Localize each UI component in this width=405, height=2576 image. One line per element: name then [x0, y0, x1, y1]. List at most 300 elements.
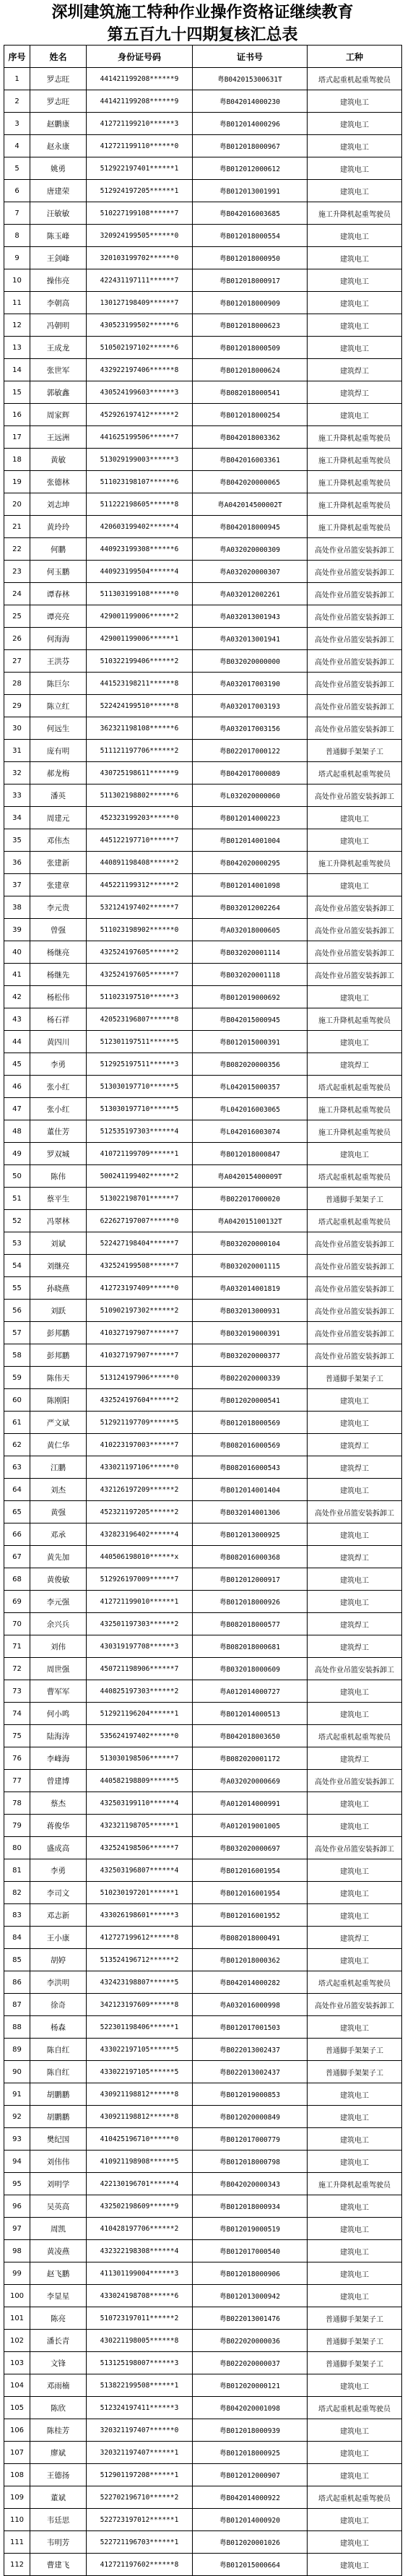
- table-row: [4, 1949, 402, 1971]
- cell-work-type: 塔式起重机起重驾驶员: [308, 2486, 402, 2509]
- cell-certificate-number: 粤B012012000917: [193, 1568, 308, 1591]
- cell-index: 69: [4, 1591, 30, 1613]
- cell-id-number: 410428197706******2: [87, 2218, 193, 2240]
- cell-certificate-number: 粤B032013000931: [193, 1300, 308, 1322]
- cell-certificate-number: 粤B012017001503: [193, 2016, 308, 2039]
- cell-name: 陈伟: [30, 1165, 87, 1188]
- cell-certificate-number: 粤B022017000020: [193, 1188, 308, 1210]
- table-row: [4, 1994, 402, 2016]
- cell-id-number: 433022197105******5: [87, 2061, 193, 2083]
- cell-certificate-number: 粤B012013000942: [193, 2285, 308, 2307]
- cell-name: 张建新: [30, 852, 87, 874]
- cell-id-number: 430725198611******9: [87, 762, 193, 785]
- cell-index: 89: [4, 2039, 30, 2061]
- cell-name: 何小鸣: [30, 1703, 87, 1725]
- cell-id-number: 320924199505******0: [87, 225, 193, 247]
- header-index: 序号: [4, 46, 30, 68]
- cell-name: 李勇: [30, 1053, 87, 1076]
- cell-work-type: 普通脚手架架子工: [308, 2307, 402, 2330]
- cell-certificate-number: 粤B012018000967: [193, 135, 308, 157]
- table-row: [4, 2128, 402, 2151]
- cell-name: 樊纪国: [30, 2128, 87, 2151]
- cell-work-type: 建筑电工: [308, 135, 402, 157]
- cell-index: 80: [4, 1837, 30, 1859]
- cell-index: 39: [4, 919, 30, 941]
- cell-index: 88: [4, 2016, 30, 2039]
- cell-index: 55: [4, 1277, 30, 1300]
- cell-index: 14: [4, 359, 30, 381]
- cell-certificate-number: 粤B082016000543: [193, 1456, 308, 1479]
- cell-id-number: 320321197407******1: [87, 2442, 193, 2464]
- cell-certificate-number: 粤B082018000541: [193, 381, 308, 404]
- cell-index: 58: [4, 1344, 30, 1367]
- table-row: [4, 1277, 402, 1300]
- cell-index: 112: [4, 2554, 30, 2576]
- cell-index: 47: [4, 1098, 30, 1120]
- cell-work-type: 施工升降机起重驾驶员: [308, 1008, 402, 1031]
- cell-id-number: 513124197906******0: [87, 1367, 193, 1389]
- cell-work-type: 普通脚手架架子工: [308, 740, 402, 762]
- cell-index: 45: [4, 1053, 30, 1076]
- cell-work-type: 建筑电工: [308, 2262, 402, 2285]
- cell-id-number: 512901197208******1: [87, 2464, 193, 2486]
- cell-certificate-number: 粤B012014001098: [193, 874, 308, 896]
- cell-certificate-number: 粤A032016000998: [193, 1994, 308, 2016]
- table-row: [4, 2285, 402, 2307]
- table-row: [4, 1546, 402, 1568]
- cell-index: 100: [4, 2285, 30, 2307]
- cell-name: 王德扬: [30, 2464, 87, 2486]
- cell-work-type: 建筑电工: [308, 986, 402, 1008]
- cell-certificate-number: 粤B082018000577: [193, 1613, 308, 1635]
- cell-work-type: 普通脚手架架子工: [308, 1367, 402, 1389]
- table-row: [4, 1591, 402, 1613]
- table-row: [4, 180, 402, 202]
- cell-index: 22: [4, 538, 30, 561]
- cell-name: 曾强: [30, 919, 87, 941]
- cell-id-number: 513822199508******1: [87, 2374, 193, 2397]
- cell-index: 101: [4, 2307, 30, 2330]
- cell-work-type: 建筑电工: [308, 292, 402, 314]
- cell-index: 103: [4, 2352, 30, 2374]
- cell-certificate-number: 粤A032017003156: [193, 717, 308, 740]
- cell-name: 胡鹏鹏: [30, 2106, 87, 2128]
- cell-certificate-number: 粤B022013002437: [193, 2061, 308, 2083]
- cell-work-type: 建筑电工: [308, 2151, 402, 2173]
- table-row: [4, 2083, 402, 2106]
- cell-certificate-number: 粤B042017000089: [193, 762, 308, 785]
- cell-certificate-number: 粤B012014000513: [193, 1703, 308, 1725]
- cell-name: 陈巨尔: [30, 673, 87, 695]
- cell-id-number: 432823196402******4: [87, 1523, 193, 1546]
- cell-id-number: 412723197409******0: [87, 1277, 193, 1300]
- cell-id-number: 432322198308******4: [87, 2240, 193, 2262]
- cell-index: 17: [4, 426, 30, 449]
- table-row: [4, 717, 402, 740]
- cell-id-number: 622627197007******0: [87, 1210, 193, 1232]
- cell-index: 99: [4, 2262, 30, 2285]
- cell-id-number: 512301197511******5: [87, 1031, 193, 1053]
- cell-work-type: 建筑电工: [308, 2442, 402, 2464]
- cell-certificate-number: 粤B012018000934: [193, 2195, 308, 2218]
- table-row: [4, 1859, 402, 1882]
- cell-id-number: 452926197412******2: [87, 404, 193, 426]
- table-row: [4, 762, 402, 785]
- cell-name: 孙晓燕: [30, 1277, 87, 1300]
- cell-index: 67: [4, 1546, 30, 1568]
- table-row: [4, 2419, 402, 2442]
- cell-id-number: 512535197303******4: [87, 1120, 193, 1143]
- cell-name: 刘杰: [30, 1479, 87, 1501]
- cell-name: 董斌: [30, 2486, 87, 2509]
- cell-id-number: 432502198609******9: [87, 2195, 193, 2218]
- cell-index: 21: [4, 516, 30, 538]
- cell-id-number: 430523199502******6: [87, 314, 193, 337]
- table-row: [4, 1792, 402, 1815]
- cell-work-type: 高处作业吊篮安装拆卸工: [308, 1658, 402, 1680]
- table-row: [4, 1635, 402, 1658]
- table-row: [4, 2442, 402, 2464]
- cell-name: 陈玉峰: [30, 225, 87, 247]
- cell-id-number: 433024198708******6: [87, 2285, 193, 2307]
- cell-name: 刘继亮: [30, 1255, 87, 1277]
- cell-name: 邓伟杰: [30, 829, 87, 852]
- cell-certificate-number: 粤B012017000779: [193, 2128, 308, 2151]
- cell-id-number: 412721199210******3: [87, 113, 193, 135]
- cell-name: 邓承: [30, 1523, 87, 1546]
- cell-name: 张德林: [30, 471, 87, 493]
- cell-certificate-number: 粤B042020001098: [193, 2397, 308, 2419]
- cell-certificate-number: 粤B012016001954: [193, 1859, 308, 1882]
- table-row: [4, 1747, 402, 1770]
- cell-name: 吴英高: [30, 2195, 87, 2218]
- cell-id-number: 513029199003******3: [87, 449, 193, 471]
- cell-id-number: 522723197012******1: [87, 2509, 193, 2531]
- cell-name: 李洪明: [30, 1971, 87, 1994]
- cell-id-number: 512921197709******5: [87, 1412, 193, 1434]
- cell-index: 3: [4, 113, 30, 135]
- cell-id-number: 511023197510******3: [87, 986, 193, 1008]
- cell-id-number: 440891198408******2: [87, 852, 193, 874]
- table-row: [4, 2486, 402, 2509]
- cell-id-number: 440582198809******5: [87, 1770, 193, 1792]
- cell-name: 陈立红: [30, 695, 87, 717]
- cell-index: 7: [4, 202, 30, 225]
- cell-index: 27: [4, 650, 30, 673]
- table-row: [4, 337, 402, 359]
- cell-id-number: 522721196703******1: [87, 2531, 193, 2554]
- cell-name: 陈亮: [30, 2307, 87, 2330]
- cell-work-type: 高处作业吊篮安装拆卸工: [308, 1322, 402, 1344]
- cell-id-number: 513524196712******2: [87, 1949, 193, 1971]
- cell-certificate-number: 粤B012018000909: [193, 292, 308, 314]
- table-row: [4, 2531, 402, 2554]
- table-row: [4, 314, 402, 337]
- header-certificate-number: 证书号: [193, 46, 308, 68]
- cell-certificate-number: 粤B012016001954: [193, 1882, 308, 1904]
- cell-id-number: 512925197511******3: [87, 1053, 193, 1076]
- table-row: [4, 68, 402, 90]
- cell-work-type: 建筑焊工: [308, 1053, 402, 1076]
- cell-index: 75: [4, 1725, 30, 1747]
- cell-id-number: 432524198506******7: [87, 1837, 193, 1859]
- cell-work-type: 建筑焊工: [308, 1613, 402, 1635]
- cell-index: 4: [4, 135, 30, 157]
- cell-work-type: 塔式起重机起重驾驶员: [308, 762, 402, 785]
- table-row: [4, 2218, 402, 2240]
- cell-name: 杨松伟: [30, 986, 87, 1008]
- cell-index: 30: [4, 717, 30, 740]
- cell-index: 46: [4, 1076, 30, 1098]
- cell-index: 9: [4, 247, 30, 269]
- cell-id-number: 440506198010******x: [87, 1546, 193, 1568]
- cell-certificate-number: 粤B012020000541: [193, 1389, 308, 1412]
- cell-certificate-number: 粤B012014000223: [193, 807, 308, 829]
- cell-work-type: 建筑电工: [308, 1703, 402, 1725]
- cell-certificate-number: 粤A032012002261: [193, 583, 308, 605]
- cell-certificate-number: 粤B042015300631T: [193, 68, 308, 90]
- cell-work-type: 建筑电工: [308, 2016, 402, 2039]
- cell-certificate-number: 粤B012014000920: [193, 2509, 308, 2531]
- cell-index: 62: [4, 1434, 30, 1456]
- cell-name: 邓志新: [30, 1904, 87, 1927]
- cell-index: 32: [4, 762, 30, 785]
- cell-certificate-number: 粤B032020001115: [193, 1255, 308, 1277]
- table-row: [4, 1008, 402, 1031]
- cell-certificate-number: 粤A042015100132T: [193, 1210, 308, 1232]
- cell-work-type: 施工升降机起重驾驶员: [308, 471, 402, 493]
- cell-id-number: 430921198812******8: [87, 2106, 193, 2128]
- cell-name: 赵永康: [30, 135, 87, 157]
- cell-certificate-number: 粤B022020000037: [193, 2352, 308, 2374]
- cell-name: 刘跃: [30, 1300, 87, 1322]
- cell-index: 97: [4, 2218, 30, 2240]
- cell-index: 95: [4, 2173, 30, 2195]
- cell-index: 84: [4, 1927, 30, 1949]
- cell-id-number: 512921196204******1: [87, 1703, 193, 1725]
- cell-name: 陆海涛: [30, 1725, 87, 1747]
- table-row: [4, 941, 402, 964]
- cell-id-number: 429001199006******1: [87, 628, 193, 650]
- cell-id-number: 513030198506******7: [87, 1747, 193, 1770]
- cell-certificate-number: 粤B042014000230: [193, 90, 308, 113]
- cell-index: 85: [4, 1949, 30, 1971]
- table-row: [4, 2262, 402, 2285]
- cell-certificate-number: 粤A032020000307: [193, 561, 308, 583]
- cell-id-number: 522301198406******1: [87, 2016, 193, 2039]
- cell-name: 唐建荣: [30, 180, 87, 202]
- cell-id-number: 433026198601******3: [87, 1904, 193, 1927]
- cell-index: 5: [4, 157, 30, 180]
- cell-name: 刘明学: [30, 2173, 87, 2195]
- table-row: [4, 1568, 402, 1591]
- cell-name: 张小红: [30, 1076, 87, 1098]
- cell-work-type: 建筑焊工: [308, 1456, 402, 1479]
- cell-work-type: 建筑焊工: [308, 1434, 402, 1456]
- cell-name: 胡婷: [30, 1949, 87, 1971]
- cell-index: 83: [4, 1904, 30, 1927]
- cell-id-number: 510723197011******2: [87, 2307, 193, 2330]
- cell-id-number: 432126197209******2: [87, 1479, 193, 1501]
- cell-work-type: 建筑电工: [308, 113, 402, 135]
- cell-index: 92: [4, 2106, 30, 2128]
- cell-index: 77: [4, 1770, 30, 1792]
- cell-id-number: 441625199506******7: [87, 426, 193, 449]
- cell-index: 43: [4, 1008, 30, 1031]
- cell-certificate-number: 粤B012018000554: [193, 225, 308, 247]
- cell-index: 8: [4, 225, 30, 247]
- cell-index: 79: [4, 1815, 30, 1837]
- cell-work-type: 建筑电工: [308, 1792, 402, 1815]
- table-row: [4, 740, 402, 762]
- cell-id-number: 432503196807******4: [87, 1859, 193, 1882]
- table-row: [4, 1882, 402, 1904]
- cell-certificate-number: 粤L042016003065: [193, 1098, 308, 1120]
- cell-name: 何玉鹏: [30, 561, 87, 583]
- cell-id-number: 513125198007******3: [87, 2352, 193, 2374]
- table-row: [4, 2554, 402, 2576]
- cell-index: 66: [4, 1523, 30, 1546]
- cell-id-number: 432524197604******2: [87, 1389, 193, 1412]
- cell-certificate-number: 粤B022013002437: [193, 2039, 308, 2061]
- cell-id-number: 410921198908******5: [87, 2151, 193, 2173]
- cell-certificate-number: 粤A032013001943: [193, 605, 308, 628]
- cell-name: 李元贵: [30, 896, 87, 919]
- cell-name: 黄强: [30, 1501, 87, 1523]
- cell-certificate-number: 粤B082016000368: [193, 1546, 308, 1568]
- cell-id-number: 410425196710******0: [87, 2128, 193, 2151]
- cell-name: 张建章: [30, 874, 87, 896]
- cell-name: 姚勇: [30, 157, 87, 180]
- cell-certificate-number: 粤B032020000377: [193, 1344, 308, 1367]
- cell-name: 陈刚阳: [30, 1389, 87, 1412]
- cell-certificate-number: 粤B012019000692: [193, 986, 308, 1008]
- cell-name: 刘斌: [30, 1232, 87, 1255]
- cell-name: 邓雨楠: [30, 2374, 87, 2397]
- cell-name: 罗志旺: [30, 68, 87, 90]
- cell-work-type: 高处作业吊篮安装拆卸工: [308, 1255, 402, 1277]
- cell-id-number: 430221198005******8: [87, 2330, 193, 2352]
- cell-certificate-number: 粤B082020001172: [193, 1747, 308, 1770]
- cell-name: 余兴兵: [30, 1613, 87, 1635]
- table-row: [4, 964, 402, 986]
- cell-name: 操伟亮: [30, 269, 87, 292]
- cell-name: 何鹏: [30, 538, 87, 561]
- table-row: [4, 673, 402, 695]
- table-row: [4, 1098, 402, 1120]
- cell-work-type: 高处作业吊篮安装拆卸工: [308, 896, 402, 919]
- cell-work-type: 高处作业吊篮安装拆卸工: [308, 1837, 402, 1859]
- cell-id-number: 513022198701******7: [87, 1188, 193, 1210]
- cell-name: 杨继先: [30, 964, 87, 986]
- cell-certificate-number: 粤B042020000295: [193, 852, 308, 874]
- table-row: [4, 1658, 402, 1680]
- cell-name: 赵鹏康: [30, 113, 87, 135]
- cell-name: 徐奇: [30, 1994, 87, 2016]
- cell-certificate-number: 粤B012018000624: [193, 359, 308, 381]
- cell-certificate-number: 粤L042016003074: [193, 1120, 308, 1143]
- table-row: [4, 628, 402, 650]
- table-row: [4, 2195, 402, 2218]
- cell-certificate-number: 粤A032017003193: [193, 695, 308, 717]
- cell-certificate-number: 粤B032018000609: [193, 1658, 308, 1680]
- cell-index: 76: [4, 1747, 30, 1770]
- table-header-row: [4, 46, 402, 68]
- cell-certificate-number: 粤B032020000000: [193, 650, 308, 673]
- cell-work-type: 普通脚手架架子工: [308, 2039, 402, 2061]
- cell-index: 38: [4, 896, 30, 919]
- table-row: [4, 2464, 402, 2486]
- cell-id-number: 432501197303******2: [87, 1613, 193, 1635]
- table-row: [4, 225, 402, 247]
- cell-name: 蔡平生: [30, 1188, 87, 1210]
- cell-name: 王远洲: [30, 426, 87, 449]
- cell-certificate-number: 粤B012020000849: [193, 2106, 308, 2128]
- cell-work-type: 高处作业吊篮安装拆卸工: [308, 1994, 402, 2016]
- cell-index: 106: [4, 2419, 30, 2442]
- cell-name: 周凯: [30, 2218, 87, 2240]
- cell-work-type: 施工升降机起重驾驶员: [308, 493, 402, 516]
- cell-certificate-number: 粤B012018000906: [193, 2262, 308, 2285]
- cell-id-number: 440923199504******4: [87, 561, 193, 583]
- cell-id-number: 452323199203******0: [87, 807, 193, 829]
- cell-work-type: 建筑电工: [308, 314, 402, 337]
- cell-id-number: 513030197710******5: [87, 1098, 193, 1120]
- cell-certificate-number: 粤B032019000391: [193, 1322, 308, 1344]
- cell-index: 44: [4, 1031, 30, 1053]
- cell-id-number: 513030197710******5: [87, 1076, 193, 1098]
- cell-name: 郝龙梅: [30, 762, 87, 785]
- cell-work-type: 建筑电工: [308, 1479, 402, 1501]
- cell-certificate-number: 粤A032020000669: [193, 1770, 308, 1792]
- cell-work-type: 建筑电工: [308, 404, 402, 426]
- cell-index: 35: [4, 829, 30, 852]
- cell-name: 曾建博: [30, 1770, 87, 1792]
- cell-work-type: 建筑焊工: [308, 1546, 402, 1568]
- header-name: 姓名: [30, 46, 87, 68]
- table-row: [4, 471, 402, 493]
- cell-name: 潘英: [30, 785, 87, 807]
- cell-id-number: 430319197708******3: [87, 1635, 193, 1658]
- table-row: [4, 561, 402, 583]
- cell-certificate-number: 粤B012012000907: [193, 2464, 308, 2486]
- cell-work-type: 建筑电工: [308, 2083, 402, 2106]
- cell-certificate-number: 粤B032020001118: [193, 964, 308, 986]
- cell-certificate-number: 粤L032020000060: [193, 785, 308, 807]
- cell-id-number: 433022197105******5: [87, 2039, 193, 2061]
- cell-index: 72: [4, 1658, 30, 1680]
- table-row: [4, 1344, 402, 1367]
- cell-certificate-number: 粤B012014001404: [193, 1479, 308, 1501]
- cell-index: 53: [4, 1232, 30, 1255]
- cell-name: 彭邦鹏: [30, 1322, 87, 1344]
- cell-name: 杨森: [30, 2016, 87, 2039]
- cell-index: 64: [4, 1479, 30, 1501]
- cell-index: 93: [4, 2128, 30, 2151]
- cell-work-type: 高处作业吊篮安装拆卸工: [308, 717, 402, 740]
- cell-id-number: 410223197003******7: [87, 1434, 193, 1456]
- cell-name: 罗双城: [30, 1143, 87, 1165]
- cell-certificate-number: 粤B012012000612: [193, 157, 308, 180]
- header-id-number: 身份证号码: [87, 46, 193, 68]
- table-row: [4, 1412, 402, 1434]
- cell-index: 104: [4, 2374, 30, 2397]
- cell-work-type: 高处作业吊篮安装拆卸工: [308, 1277, 402, 1300]
- cell-work-type: 建筑电工: [308, 157, 402, 180]
- title-line-2: 第五百九十四期复核汇总表: [107, 25, 298, 44]
- cell-work-type: 高处作业吊篮安装拆卸工: [308, 941, 402, 964]
- cell-work-type: 建筑焊工: [308, 381, 402, 404]
